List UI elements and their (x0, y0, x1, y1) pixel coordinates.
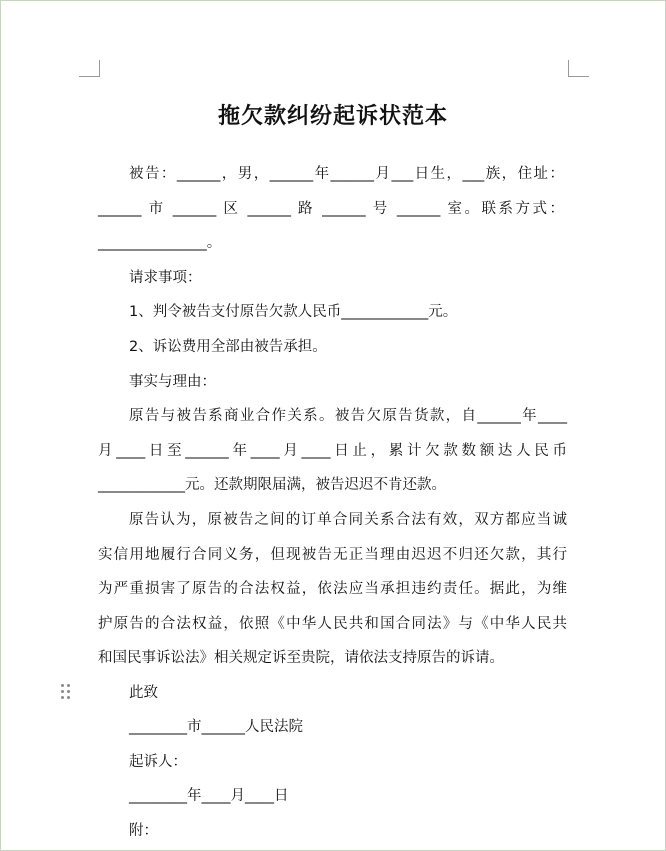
reason-line-5: 和国民事诉讼法》相关规定诉至贵院，请依法支持原告的诉请。 (98, 650, 504, 666)
reason-line-1: 原告认为，原被告之间的订单合同关系合法有效，双方都应当诚 (129, 512, 567, 528)
salutation-line: 此致 (129, 685, 158, 701)
drag-handle-icon[interactable] (61, 684, 71, 700)
defendant-line-2: ______ 市 ______ 区 ______ 路 ______ 号 ______ 室。联系方式： (98, 201, 564, 217)
margin-corner-mark-left (79, 60, 100, 77)
court-line: ________市______人民法院 (129, 719, 303, 735)
defendant-line-3: _______________。 (98, 235, 222, 251)
facts-line-2: 月____日至______年____月____日止，累计欠款数额达人民币 (98, 443, 567, 459)
claims-heading: 请求事项： (129, 270, 202, 286)
facts-heading: 事实与理由： (129, 374, 216, 390)
date-line: ________年____月____日 (129, 788, 289, 804)
defendant-line-1: 被告：______，男，______年______月___日生，___族，住址： (129, 166, 564, 182)
document-title: 拖欠款纠纷起诉状范本 (217, 104, 448, 129)
reason-line-3: 为严重损害了原告的合法权益，依法应当承担违约责任。据此，为维 (98, 581, 567, 597)
claim-item-1: 1、判令被告支付原告欠款人民币____________元。 (129, 304, 458, 320)
reason-line-4: 护原告的合法权益，依照《中华人民共和国合同法》与《中华人民共 (98, 616, 567, 632)
facts-line-3: ____________元。还款期限届满，被告迟迟不肯还款。 (98, 477, 446, 493)
margin-corner-mark-right (568, 60, 589, 77)
facts-line-1: 原告与被告系商业合作关系。被告欠原告货款，自______年____ (129, 408, 567, 424)
claim-item-2: 2、诉讼费用全部由被告承担。 (129, 339, 327, 355)
reason-line-2: 实信用地履行合同义务，但现被告无正当理由迟迟不归还欠款，其行 (98, 547, 567, 563)
attachment-line: 附： (129, 823, 158, 839)
plaintiff-line: 起诉人： (129, 754, 187, 770)
